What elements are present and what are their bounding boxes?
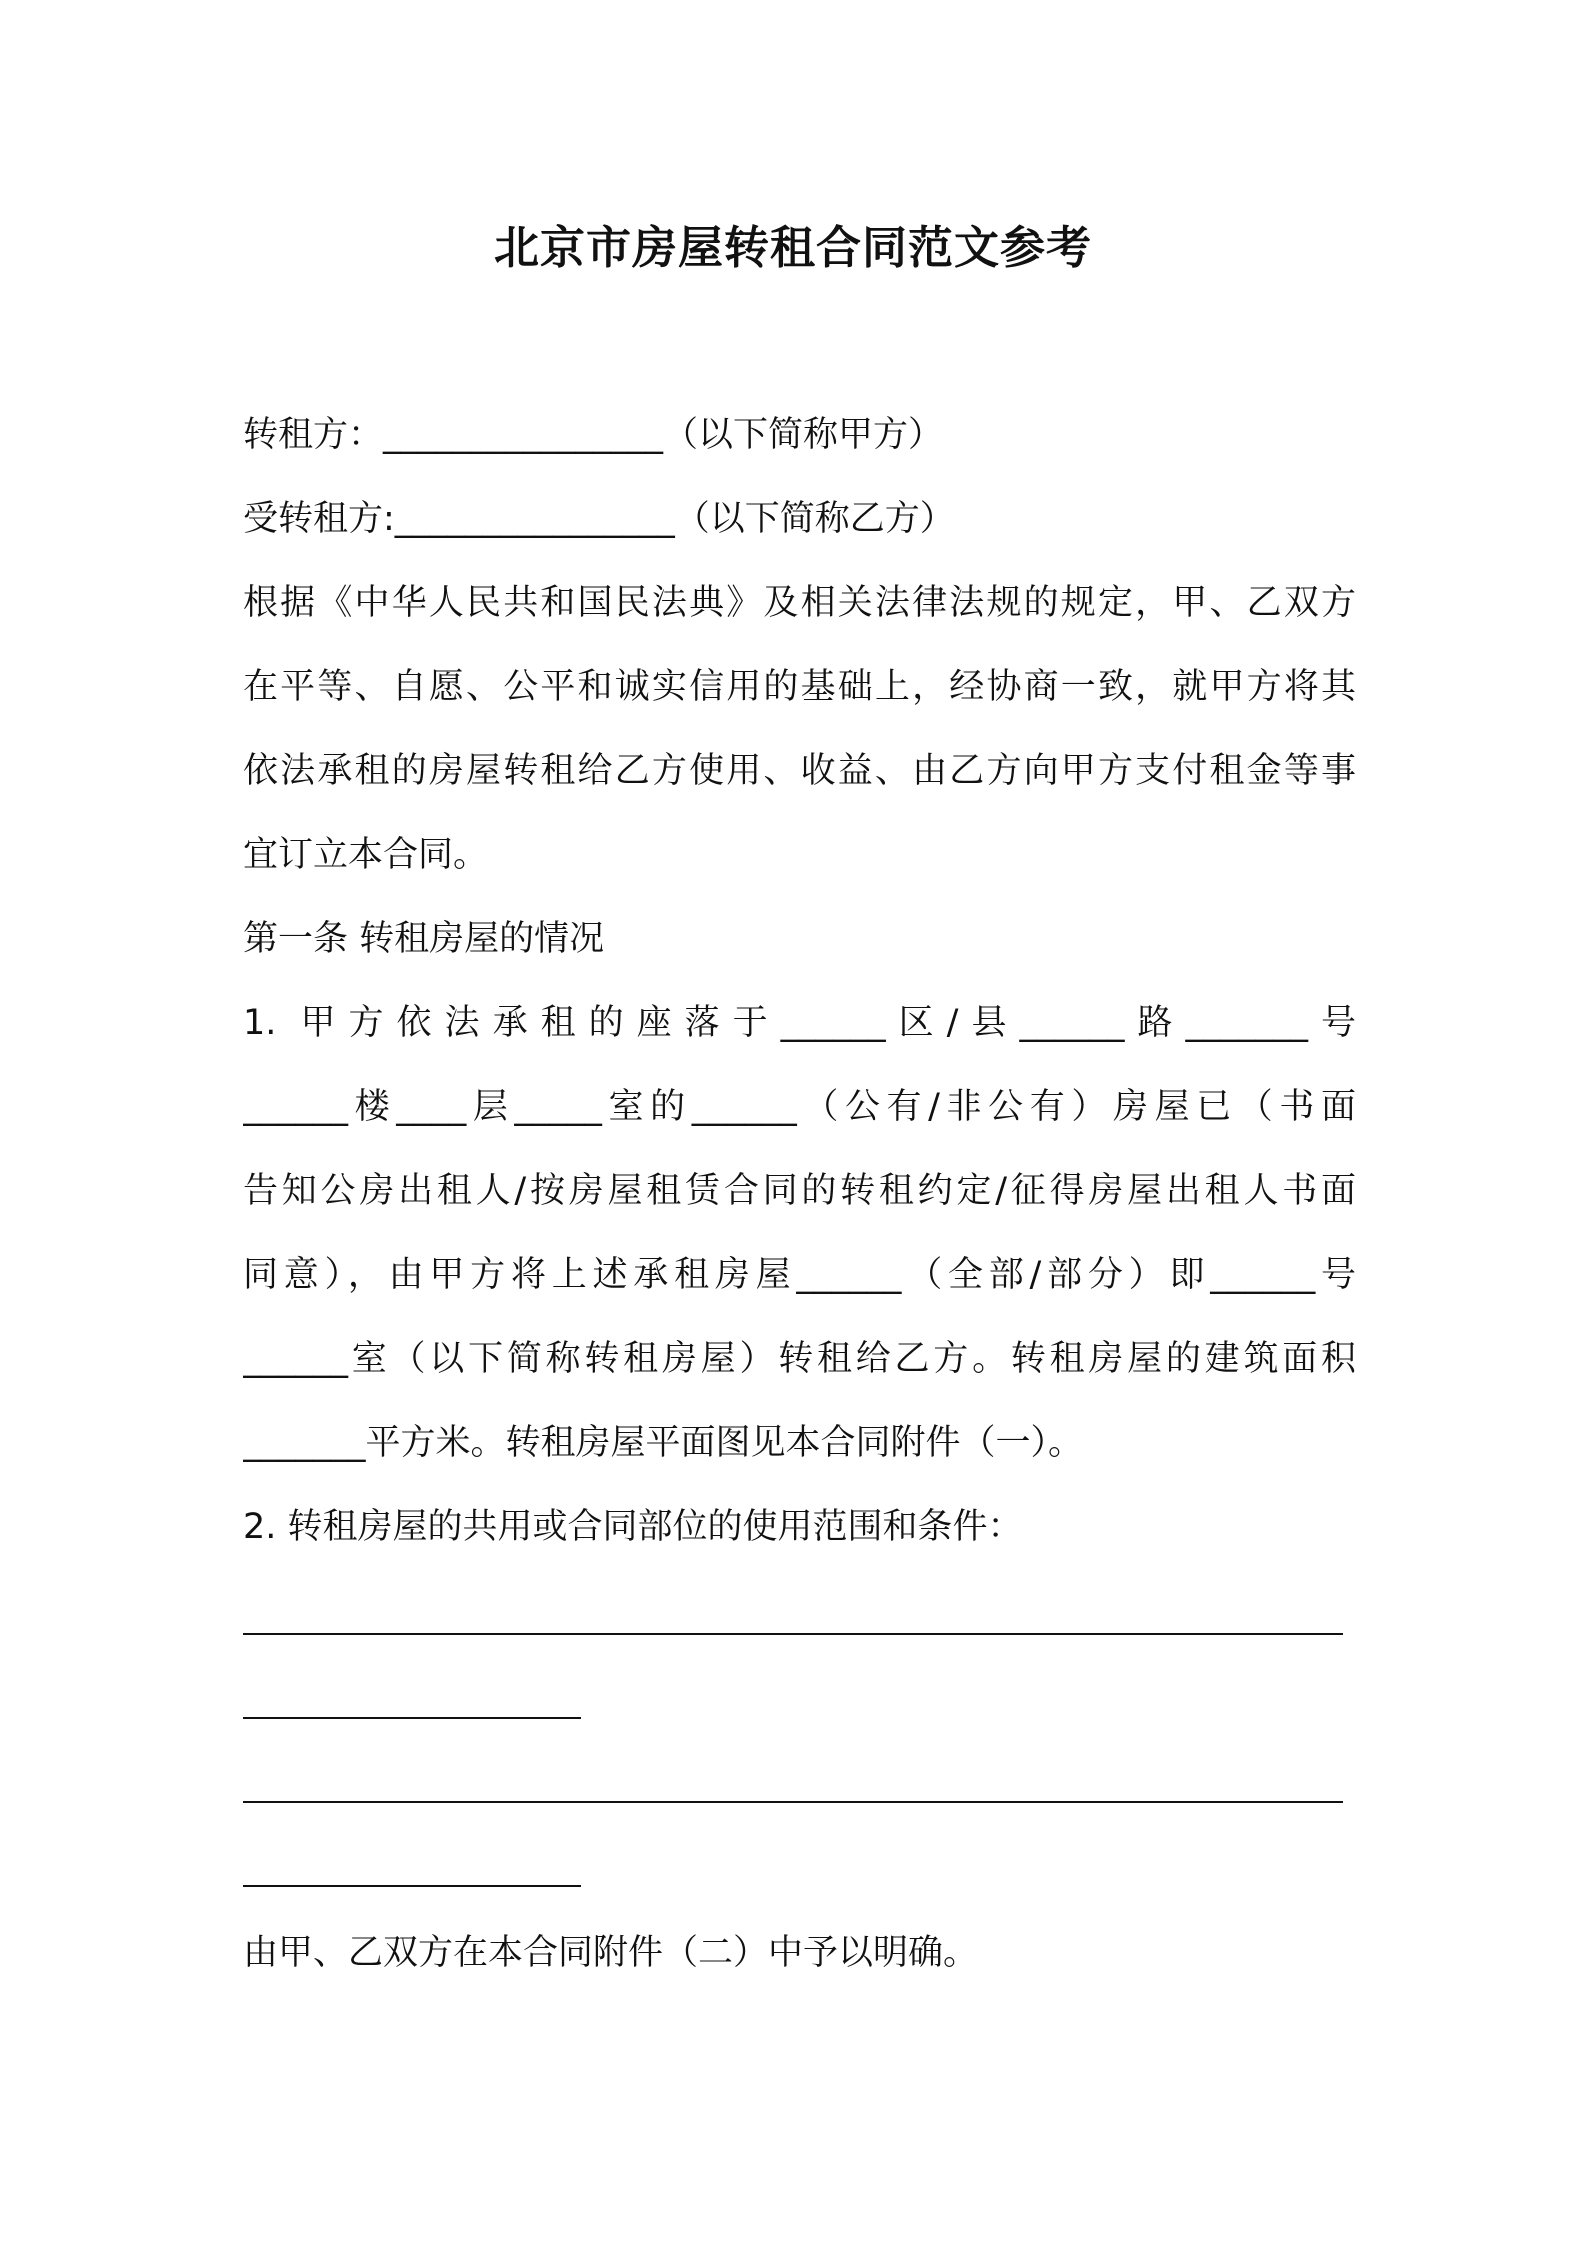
clause-2-heading: 2. 转租房屋的共用或合同部位的使用范围和条件：: [243, 1507, 1023, 1547]
preamble-line-3: 依法承租的房屋转租给乙方使用、收益、由乙方向甲方支付租金等事: [243, 751, 1356, 791]
clause-2-closing: 由甲、乙双方在本合同附件（二）中予以明确。: [243, 1933, 979, 1973]
article-1-heading: 第一条 转租房屋的情况: [243, 919, 605, 959]
clause-1-line-6: _______平方米。转租房屋平面图见本合同附件（一）。: [243, 1423, 1084, 1463]
document-title: 北京市房屋转租合同范文参考: [493, 221, 1092, 274]
preamble-line-1: 根据《中华人民共和国民法典》及相关法律法规的规定，甲、乙双方: [243, 583, 1356, 623]
clause-1-line-2: ______楼____层_____室的______（公有/非公有）房屋已（书面: [243, 1087, 1356, 1127]
fill-blank-line-1: [243, 1633, 1343, 1635]
fill-blank-line-4: [243, 1885, 581, 1887]
preamble-line-2: 在平等、自愿、公平和诚实信用的基础上，经协商一致，就甲方将其: [243, 667, 1356, 707]
clause-1-line-1: 1. 甲方依法承租的座落于______区/县______路_______号: [243, 1003, 1356, 1043]
fill-blank-line-3: [243, 1801, 1343, 1803]
clause-1-line-4: 同意），由甲方将上述承租房屋______（全部/部分）即______号: [243, 1255, 1356, 1295]
clause-1-line-5: ______室（以下简称转租房屋）转租给乙方。转租房屋的建筑面积: [243, 1339, 1356, 1379]
party-a-line: 转租方：________________（以下简称甲方）: [243, 415, 944, 455]
clause-1-line-3: 告知公房出租人/按房屋租赁合同的转租约定/征得房屋出租人书面: [243, 1171, 1356, 1211]
preamble-line-4: 宜订立本合同。: [243, 835, 489, 875]
fill-blank-line-2: [243, 1717, 581, 1719]
party-b-line: 受转租方:________________（以下简称乙方）: [243, 499, 955, 539]
